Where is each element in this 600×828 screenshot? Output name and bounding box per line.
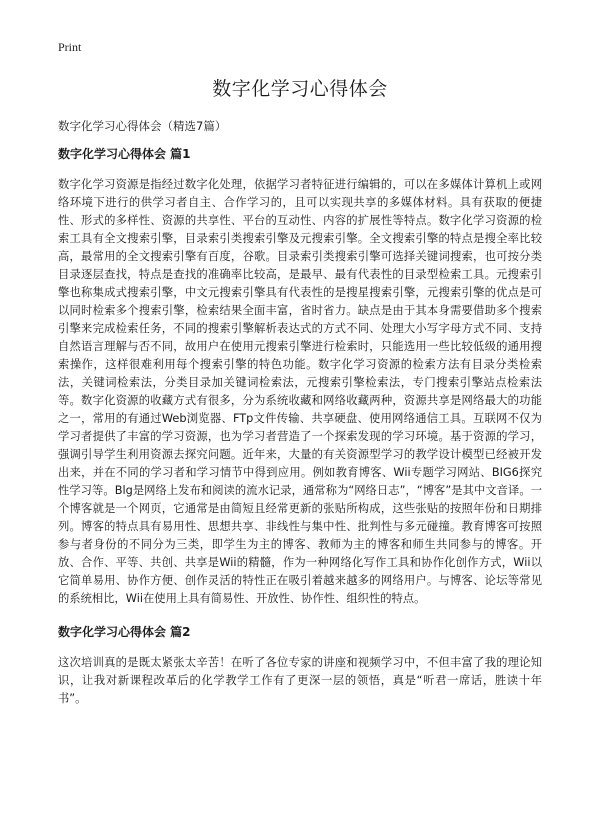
document-title: 数字化学习心得体会	[212, 78, 388, 100]
document-subtitle: 数字化学习心得体会（精选7篇）	[58, 119, 227, 133]
section-heading-2: 数字化学习心得体会 篇2	[58, 625, 191, 639]
document-page	[58, 40, 542, 722]
section-body-1: 数字化学习资源是指经过数字化处理，依据学习者特征进行编辑的，可以在多媒体计算机上或网络环境下进行的供学习者自主、合作学习的，且可以实现共享的多媒体材料。具有获取的便捷性、形式的多样性、资源的共享性、平台的互动性、内容的扩展性等特点。数字化学习资源的检索工具有全文搜索引擎，目录索引类搜索引擎及元搜索引擎。全文搜索引擎的特点是搜全率比较高，最常用的全文搜索引擎有百度，谷歌。目录索引类搜索引擎可选择关键词搜索，也可按分类目录逐层查找，特点是查找的准确率比较高，是最早、最有代表性的目录型检索工具。元搜索引擎也称集成式搜索引擎，中文元搜索引擎具有代表性的是搜星搜索引擎，元搜索引擎的优点是可以同时检索多个搜索引擎，检索结果全面丰富，省时省力。缺点是由于其本身需要借助多个搜索引擎来完成检索任务，不同的搜索引擎解析表达式的方式不同、处理大小写字母方式不同、支持自然语言理解与否不同，故用户在使用元搜索引擎进行检索时，只能选用一些比较低级的通用搜索操作，这样很难利用每个搜索引擎的特色功能。数字化学习资源的检索方法有目录分类检索法，关键词检索法，分类目录加关键词检索法，元搜索引擎检索法，专门搜索引擎站点检索法等。数字化资源的收藏方式有很多，分为系统收藏和网络收藏两种，资源共享是网络最大的功能之一，常用的有通过Web浏览器、FTp文件传输、共享硬盘、使用网络通信工具。互联网不仅为学习者提供了丰富的学习资源，也为学习者营造了一个探索发现的学习环境。基于资源的学习，强调引导学生利用资源去探究问题。近年来，大量的有关资源型学习的教学设计模型已经被开发出来，并在不同的学习者和学习情节中得到应用。例如教育博客、Wii专题学习网站、BIG6探究性学习等。Blg是网络上发布和阅读的流水记录，通常称为“网络日志”，“博客”是其中文音译。一个博客就是一个网页，它通常是由简短且经常更新的张贴所构成，这些张贴的按照年份和日期排列。博客的特点具有易用性、思想共享、非线性与集中性、批判性与多元碰撞。教育博客可按照参与者身份的不同分为三类，即学生为主的博客、教师为主的博客和师生共同参与的博客。开放、合作、平等、共创、共享是Wii的精髓，作为一种网络化写作工具和协作化创作方式，Wii以它简单易用、协作方便、创作灵活的特性正在吸引着越来越多的网络用户。与博客、论坛等常见的系统相比，Wii在使用上具有简易性、开放性、协作性、组织性的特点。	[58, 178, 542, 605]
section-heading-1: 数字化学习心得体会 篇1	[58, 147, 191, 161]
print-link[interactable]: Print	[58, 40, 82, 54]
section-body-2: 这次培训真的是既太紧张太辛苦！在听了各位专家的讲座和视频学习中，不但丰富了我的理论知识，让我对新课程改革后的化学教学工作有了更深一层的领悟，真是“听君一席话，胜读十年书”。	[58, 656, 542, 705]
